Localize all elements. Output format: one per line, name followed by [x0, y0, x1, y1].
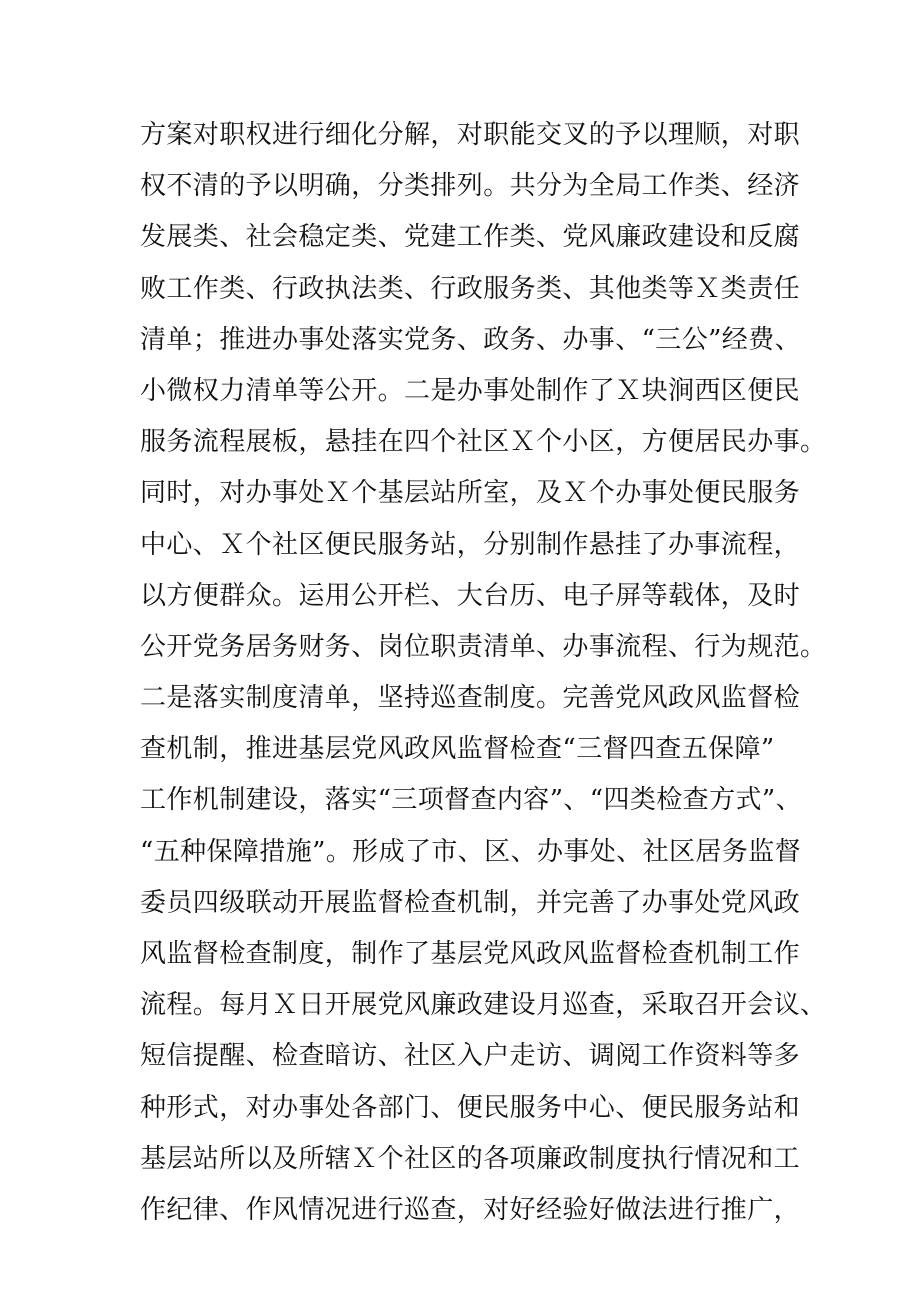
text-line: 败工作类、行政执法类、行政服务类、其他类等Ｘ类责任 — [140, 273, 801, 304]
text-line: 工作机制建设，落实“三项督查内容”、“四类检查方式”、 — [140, 785, 802, 816]
text-line: 清单；推进办事处落实党务、政务、办事、“三公”经费、 — [140, 324, 801, 355]
text-line: 流程。每月Ｘ日开展党风廉政建设月巡查，采取召开会议、 — [140, 990, 827, 1021]
text-line: 短信提醒、检查暗访、社区入户走访、调阅工作资料等多 — [140, 1041, 801, 1072]
text-line: 同时，对办事处Ｘ个基层站所室，及Ｘ个办事处便民服务 — [140, 478, 801, 509]
text-line: 权不清的予以明确，分类排列。共分为全局工作类、经济 — [140, 171, 801, 202]
text-line: 二是落实制度清单，坚持巡查制度。完善党风政风监督检 — [140, 683, 801, 714]
text-line: 服务流程展板，悬挂在四个社区Ｘ个小区，方便居民办事。 — [140, 427, 827, 458]
text-line: 以方便群众。运用公开栏、大台历、电子屏等载体，及时 — [140, 580, 801, 611]
text-line: 中心、Ｘ个社区便民服务站，分别制作悬挂了办事流程， — [140, 529, 801, 560]
text-line: 风监督检查制度，制作了基层党风政风监督检查机制工作 — [140, 939, 801, 969]
text-line: 发展类、社会稳定类、党建工作类、党风廉政建设和反腐 — [140, 222, 801, 253]
text-line: 基层站所以及所辖Ｘ个社区的各项廉政制度执行情况和工 — [140, 1143, 801, 1174]
text-line: 种形式，对办事处各部门、便民服务中心、便民服务站和 — [140, 1092, 801, 1123]
text-line: “五种保障措施”。形成了市、区、办事处、社区居务监督 — [140, 836, 801, 867]
text-line: 委员四级联动开展监督检查机制，并完善了办事处党风政 — [140, 887, 801, 918]
text-line: 作纪律、作风情况进行巡查，对好经验好做法进行推广， — [140, 1194, 801, 1225]
text-line: 小微权力清单等公开。二是办事处制作了Ｘ块涧西区便民 — [140, 375, 801, 406]
text-line: 查机制，推进基层党风政风监督检查“三督四查五保障” — [140, 734, 775, 765]
text-line: 公开党务居务财务、岗位职责清单、办事流程、行为规范。 — [140, 631, 827, 662]
text-line: 方案对职权进行细化分解，对职能交叉的予以理顺，对职 — [140, 120, 801, 150]
body-paragraph — [140, 110, 827, 1236]
